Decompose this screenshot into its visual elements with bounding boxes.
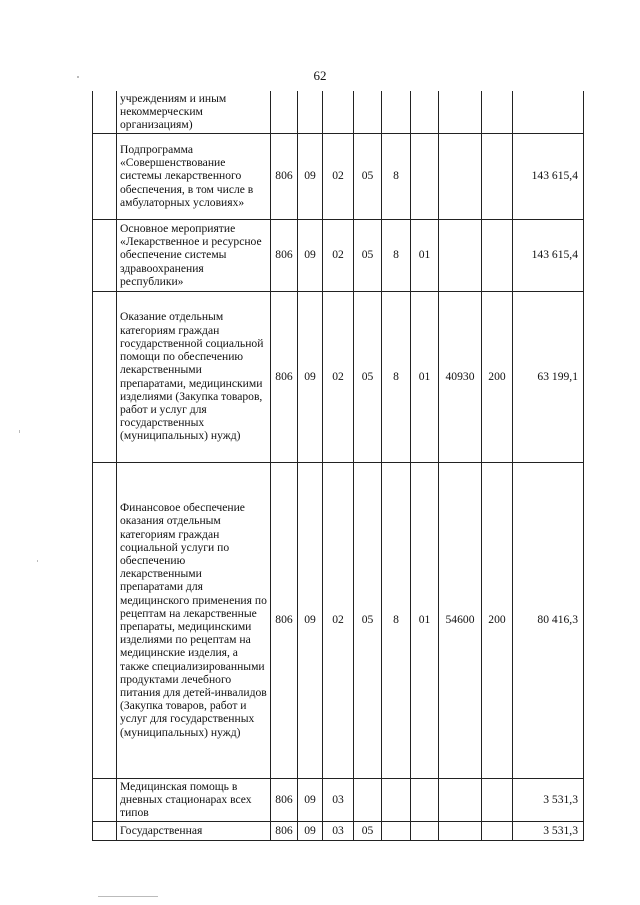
row-name: Медицинская помощь в дневных стационарах всех типов [117,778,271,821]
rz-code: 09 [298,133,323,219]
empty-cell [93,219,117,291]
gp-code: 05 [354,219,382,291]
ved-code: 806 [271,291,298,462]
vr-code: 200 [482,462,513,778]
om-code [411,778,439,821]
scan-speck [19,430,20,433]
gp-code: 05 [354,133,382,219]
gp-code: 05 [354,462,382,778]
pgp-code: 8 [382,133,411,219]
page-number: 62 [313,68,327,83]
csr-code [439,778,482,821]
pr-code: 03 [323,778,354,821]
table-row [93,821,584,840]
row-name: учреждениям и иным некоммерческим организациям) [117,91,271,133]
table-row [93,91,584,133]
empty-cell [93,462,117,778]
table-row [93,462,584,778]
ved-code: 806 [271,821,298,840]
gp-code [354,91,382,133]
budget-table [92,91,584,841]
row-name: Государственная [117,821,271,840]
row-sum: 3 531,3 [513,821,584,840]
pr-code: 02 [323,462,354,778]
gp-code: 05 [354,821,382,840]
table-row [93,778,584,821]
row-sum [513,91,584,133]
rz-code: 09 [298,778,323,821]
pr-code: 02 [323,133,354,219]
ved-code: 806 [271,133,298,219]
empty-cell [93,91,117,133]
om-code: 01 [411,219,439,291]
pr-code: 02 [323,291,354,462]
gp-code [354,778,382,821]
row-sum: 143 615,4 [513,219,584,291]
table-row [93,219,584,291]
csr-code [439,821,482,840]
vr-code [482,133,513,219]
vr-code [482,219,513,291]
om-code: 01 [411,462,439,778]
om-code [411,821,439,840]
rz-code [298,91,323,133]
row-sum: 143 615,4 [513,133,584,219]
csr-code: 54600 [439,462,482,778]
empty-cell [93,778,117,821]
vr-code [482,778,513,821]
csr-code [439,133,482,219]
rz-code: 09 [298,219,323,291]
pr-code: 03 [323,821,354,840]
pgp-code [382,821,411,840]
scan-speck [37,560,38,562]
row-name: Оказание отдельным категориям граждан государственной социальной помощи по обеспечению лекарственными препаратами, медицинскими изделиями (Закупка товаров, работ и услуг для государственных (муниципальных) нужд) [117,291,271,462]
pr-code [323,91,354,133]
scan-speck [98,896,158,897]
om-code: 01 [411,291,439,462]
row-sum: 3 531,3 [513,778,584,821]
ved-code: 806 [271,219,298,291]
empty-cell [93,133,117,219]
table-row [93,291,584,462]
empty-cell [93,291,117,462]
rz-code: 09 [298,821,323,840]
table-row [93,133,584,219]
pgp-code: 8 [382,291,411,462]
row-name: Финансовое обеспечение оказания отдельным категориям граждан социальной услуги по обеспечению лекарственными препаратами для медицинского применения по рецептам на лекарственные препараты, медицинскими изделиями по рецептам на медицинские изделия, а также специализированными продуктами лечебного питания для детей-инвалидов (Закупка товаров, работ и услуг для государственных (муниципальных) нужд) [117,462,271,778]
om-code [411,91,439,133]
row-name: Подпрограмма «Совершенствование системы лекарственного обеспечения, в том числе в амбулаторных условиях» [117,133,271,219]
row-sum: 80 416,3 [513,462,584,778]
csr-code: 40930 [439,291,482,462]
row-name: Основное мероприятие «Лекарственное и ресурсное обеспечение системы здравоохранения республики» [117,219,271,291]
ved-code: 806 [271,778,298,821]
vr-code: 200 [482,291,513,462]
gp-code: 05 [354,291,382,462]
om-code [411,133,439,219]
csr-code [439,219,482,291]
rz-code: 09 [298,291,323,462]
ved-code [271,91,298,133]
row-sum: 63 199,1 [513,291,584,462]
pgp-code [382,778,411,821]
pr-code: 02 [323,219,354,291]
pgp-code: 8 [382,462,411,778]
empty-cell [93,821,117,840]
ved-code: 806 [271,462,298,778]
vr-code [482,821,513,840]
csr-code [439,91,482,133]
scan-speck [77,76,79,78]
pgp-code [382,91,411,133]
vr-code [482,91,513,133]
pgp-code: 8 [382,219,411,291]
rz-code: 09 [298,462,323,778]
